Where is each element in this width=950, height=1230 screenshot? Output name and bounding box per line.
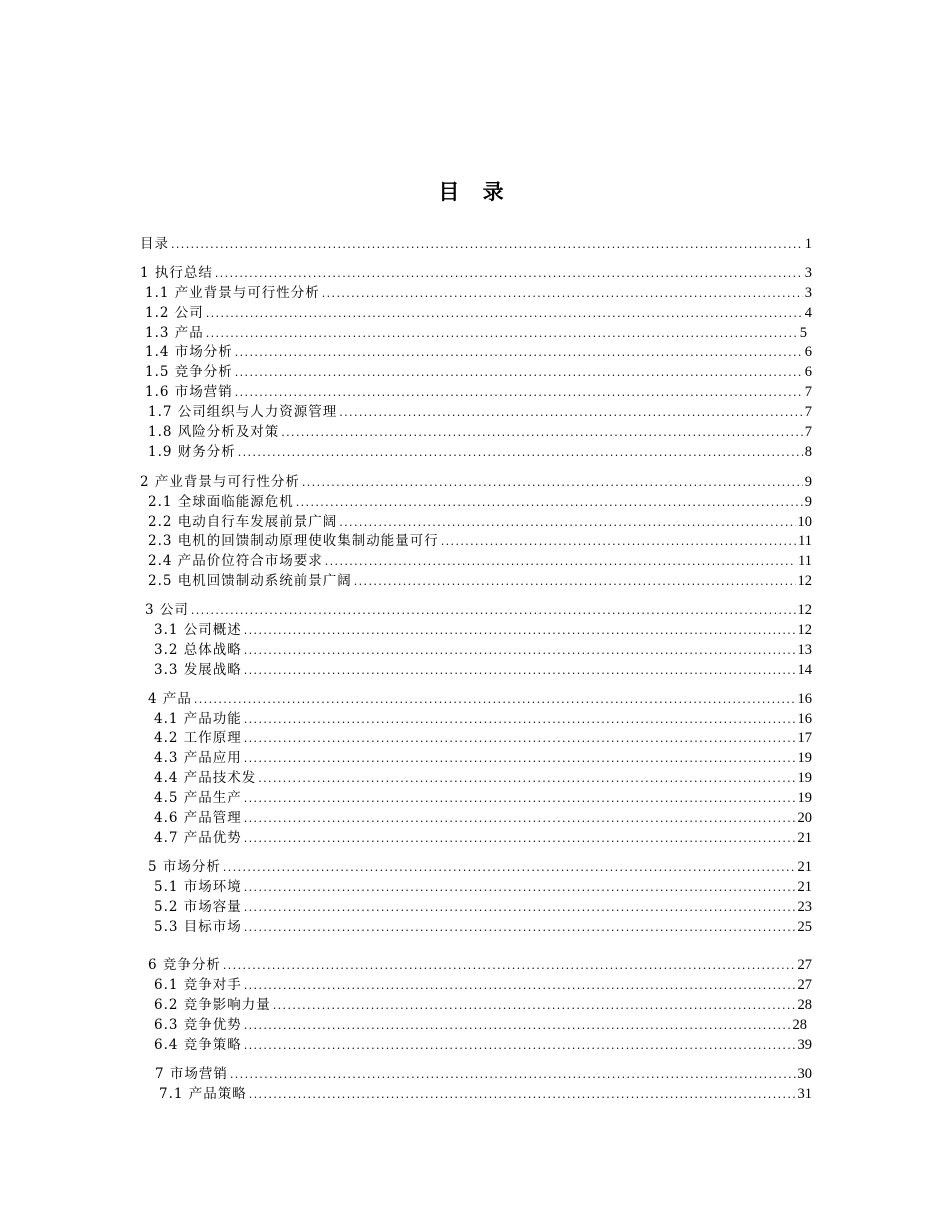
toc-entry-1-8[interactable] [140,423,812,443]
toc-page-number: 31 [797,1085,812,1102]
toc-label: 5.1 市场环境 [154,878,242,895]
toc-entry-4-1[interactable] [140,710,812,730]
toc-label: 6.1 竞争对手 [154,977,242,994]
toc-page-number: 7 [804,424,812,441]
toc-leader [244,789,796,809]
toc-leader [194,690,796,710]
toc-leader [339,403,802,423]
toc-leader [244,710,796,730]
toc-page-number: 30 [797,1065,812,1082]
toc-leader [302,473,803,493]
toc-leader [244,809,796,829]
toc-entry-4[interactable] [140,690,812,710]
toc-page-number: 25 [797,918,812,935]
toc-leader [235,383,803,403]
toc-page-number: 28 [797,997,812,1014]
toc-leader [223,956,796,976]
toc-label: 5 市场分析 [148,858,221,875]
toc-page-number: 8 [804,443,812,460]
toc-page-number: 12 [797,573,812,590]
toc-leader [206,324,798,344]
toc-label: 5.3 目标市场 [154,918,242,935]
page-title: 目 录 [438,179,512,204]
toc-label: 4.6 产品管理 [154,810,242,827]
toc-entry-4-5[interactable] [140,789,812,809]
toc-page-number: 19 [797,790,812,807]
toc-label: 4 产品 [148,690,192,707]
toc-page-number: 7 [804,404,812,421]
toc-entry-4-3[interactable] [140,749,812,769]
toc-page-number: 6 [804,344,812,361]
toc-page-number: 28 [792,1017,807,1034]
toc-entry-6[interactable] [140,956,812,976]
toc-page-number: 11 [798,533,812,550]
toc-leader [244,976,796,996]
toc-entry-1-4[interactable] [140,343,812,363]
toc-entry-2-3[interactable] [140,532,812,552]
toc-label: 6 竞争分析 [148,957,221,974]
toc-page-number: 9 [804,473,812,490]
toc-leader [296,493,803,513]
toc-entry-6-3[interactable] [140,1016,812,1036]
toc-entry-1-1[interactable] [140,284,812,304]
toc-entry-7-1[interactable] [140,1085,812,1105]
toc-leader [244,621,796,641]
toc-label: 3.2 总体战略 [154,641,242,658]
toc-page-number: 27 [797,957,812,974]
toc-entry-3-1[interactable] [140,621,812,641]
toc-page-number: 16 [797,690,812,707]
toc-leader [244,1016,791,1036]
toc-leader [171,235,803,255]
toc-entry-4-4[interactable] [140,769,812,789]
toc-label: 6.2 竞争影响力量 [154,997,271,1014]
toc-page-number: 10 [797,513,812,530]
toc-entry-2-5[interactable] [140,572,812,592]
toc-label: 2.3 电机的回馈制动原理使收集制动能量可行 [148,533,439,550]
toc-page-number: 12 [797,622,812,639]
toc-label: 4.4 产品技术发 [154,770,257,787]
toc-entry-5-2[interactable] [140,898,812,918]
toc-page-number: 39 [797,1036,812,1053]
toc-page-number: 27 [797,977,812,994]
toc-label: 1.7 公司组织与人力资源管理 [148,404,338,421]
toc-leader [244,1036,796,1056]
toc-label: 目录 [140,236,169,252]
toc-entry-4-7[interactable] [140,829,812,849]
toc-leader [235,363,803,383]
toc-entry-3[interactable] [140,601,812,621]
toc-leader [441,532,796,552]
table-of-contents [140,235,812,1105]
toc-entry-1-5[interactable] [140,363,812,383]
toc-entry-5[interactable] [140,858,812,878]
toc-label: 1.5 竞争分析 [145,364,233,381]
toc-label: 3.1 公司概述 [154,622,242,639]
toc-label: 2.1 全球面临能源危机 [148,493,294,510]
toc-page-number: 13 [797,641,812,658]
toc-label: 1.4 市场分析 [145,344,233,361]
toc-page-number: 3 [804,284,812,301]
toc-page-number: 16 [797,710,812,727]
toc-leader [322,284,803,304]
toc-page-number: 21 [797,829,812,846]
toc-entry-contents[interactable] [140,235,812,255]
toc-entry-3-3[interactable] [140,661,812,681]
toc-page-number: 4 [804,304,812,321]
toc-label: 1.2 公司 [145,304,204,321]
toc-label: 4.3 产品应用 [154,750,242,767]
toc-page-number: 19 [797,770,812,787]
toc-entry-1[interactable] [140,264,812,284]
toc-leader [339,513,795,533]
toc-entry-1-3[interactable] [140,324,812,344]
toc-label: 3.3 发展战略 [154,661,242,678]
toc-label: 7.1 产品策略 [159,1085,247,1102]
toc-entry-2[interactable] [140,473,812,493]
toc-leader [325,552,796,572]
toc-label: 6.3 竞争优势 [154,1017,242,1034]
toc-leader [191,601,796,621]
toc-entry-1-9[interactable] [140,443,812,463]
toc-label: 2.2 电动自行车发展前景广阔 [148,513,338,530]
toc-entry-1-2[interactable] [140,304,812,324]
toc-leader [223,858,796,878]
toc-entry-1-7[interactable] [140,403,812,423]
toc-label: 2 产业背景与可行性分析 [140,473,300,490]
toc-entry-2-2[interactable] [140,513,812,533]
toc-page-number: 14 [797,661,812,678]
toc-entry-2-4[interactable] [140,552,812,572]
toc-page-number: 11 [798,553,812,570]
toc-page-number: 7 [804,384,812,401]
toc-leader [215,264,803,284]
toc-leader [244,641,796,661]
toc-entry-5-3[interactable] [140,918,812,938]
toc-leader [354,572,796,592]
toc-label: 1.9 财务分析 [148,443,236,460]
toc-label: 4.7 产品优势 [154,829,242,846]
toc-entry-6-4[interactable] [140,1036,812,1056]
toc-label: 7 市场营销 [155,1065,228,1082]
toc-leader [244,729,796,749]
toc-label: 1.8 风险分析及对策 [148,424,280,441]
toc-leader [238,443,803,463]
toc-leader [281,423,802,443]
toc-entry-7[interactable] [140,1065,812,1085]
toc-label: 4.5 产品生产 [154,790,242,807]
toc-label: 6.4 竞争策略 [154,1036,242,1053]
toc-entry-6-2[interactable] [140,996,812,1016]
toc-entry-2-1[interactable] [140,493,812,513]
toc-leader [244,918,796,938]
toc-entry-3-2[interactable] [140,641,812,661]
toc-label: 1.1 产业背景与可行性分析 [145,284,320,301]
toc-leader [230,1065,796,1085]
toc-leader [244,898,796,918]
toc-page-number: 1 [804,236,812,252]
toc-leader [244,878,796,898]
toc-label: 4.1 产品功能 [154,710,242,727]
toc-page-number: 5 [799,324,807,341]
toc-page-number: 23 [797,898,812,915]
toc-label: 1.6 市场营销 [145,384,233,401]
toc-page-number: 17 [797,730,812,747]
toc-leader [258,769,795,789]
toc-leader [249,1085,796,1105]
toc-page-number: 3 [804,264,812,281]
toc-label: 3 公司 [145,602,189,619]
toc-entry-5-1[interactable] [140,878,812,898]
toc-leader [244,749,796,769]
toc-entry-4-2[interactable] [140,729,812,749]
toc-leader [244,661,796,681]
toc-entry-6-1[interactable] [140,976,812,996]
toc-label: 1.3 产品 [145,324,204,341]
toc-page-number: 9 [804,493,812,510]
toc-page-number: 20 [797,810,812,827]
toc-entry-1-6[interactable] [140,383,812,403]
toc-leader [244,829,796,849]
toc-leader [235,343,803,363]
toc-label: 1 执行总结 [140,264,213,281]
toc-label: 2.5 电机回馈制动系统前景广阔 [148,573,352,590]
toc-leader [273,996,796,1016]
toc-entry-4-6[interactable] [140,809,812,829]
toc-page-number: 21 [797,858,812,875]
toc-page-number: 21 [797,878,812,895]
toc-page-number: 12 [797,602,812,619]
toc-label: 4.2 工作原理 [154,730,242,747]
toc-label: 2.4 产品价位符合市场要求 [148,553,323,570]
toc-leader [206,304,803,324]
toc-page-number: 19 [797,750,812,767]
toc-label: 5.2 市场容量 [154,898,242,915]
toc-page-number: 6 [804,364,812,381]
